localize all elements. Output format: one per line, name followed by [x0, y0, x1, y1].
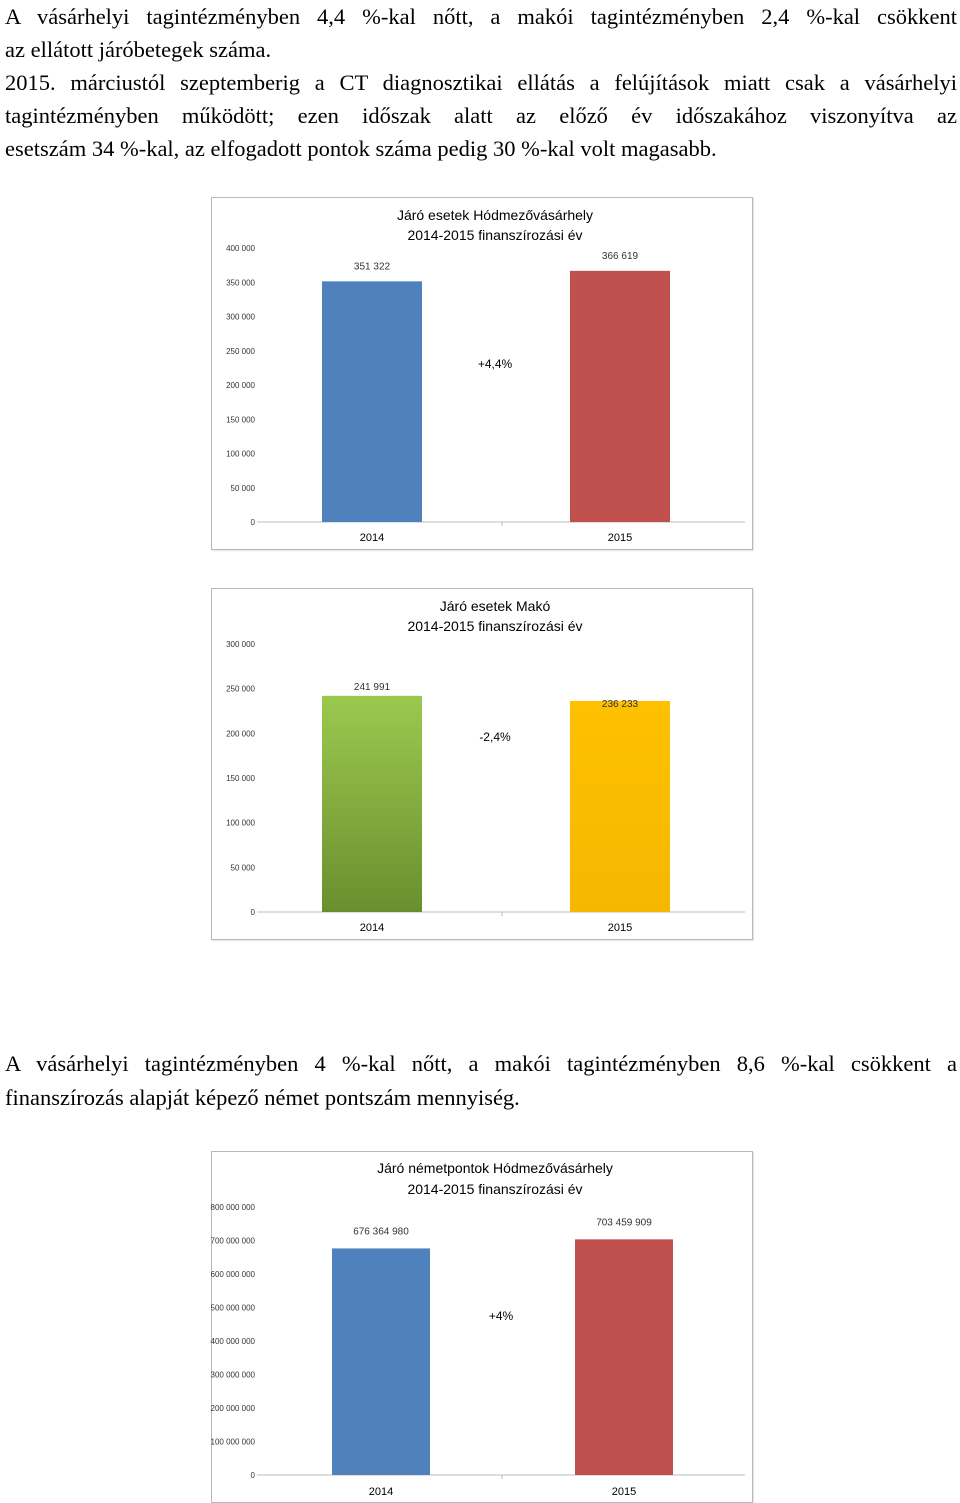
y-tick-label: 100 000	[226, 449, 255, 459]
paragraph-line-6: A vásárhelyi tagintézményben 4 %-kal nőtt, a makói tagintézményben 8,6 %-kal csökkent a	[5, 1051, 957, 1076]
bar-2015	[570, 271, 670, 522]
bar-value-label: 366 619	[601, 250, 639, 262]
bar-value-label: 241 991	[353, 681, 391, 693]
y-tick-label: 200 000	[226, 729, 255, 739]
category-label: 2014	[368, 1486, 394, 1498]
category-label: 2014	[359, 532, 385, 544]
chart-mako-cases	[211, 588, 753, 940]
y-tick-label: 0	[250, 518, 255, 527]
category-label: 2015	[607, 532, 633, 544]
chart-2-svg	[212, 1152, 752, 1502]
change-annotation: -2,4%	[479, 730, 511, 744]
chart-title-line: Járó németpontok Hódmezővásárhely	[377, 1160, 613, 1176]
y-tick-label: 100 000 000	[210, 1437, 255, 1447]
change-annotation: +4%	[488, 1309, 514, 1323]
y-tick-label: 300 000	[226, 312, 255, 322]
bar-2014	[322, 696, 422, 912]
bar-value-label: 351 322	[353, 261, 391, 273]
bar-2015	[575, 1239, 673, 1475]
bar-2015	[570, 698, 670, 912]
bar-2014	[332, 1248, 430, 1475]
paragraph-line-4: tagintézményben működött; ezen időszak alatt az előző év időszakához viszonyítva az	[5, 103, 957, 128]
paragraph-line-5: esetszám 34 %-kal, az elfogadott pontok száma pedig 30 %-kal volt magasabb.	[5, 136, 717, 161]
change-annotation: +4,4%	[477, 357, 513, 371]
y-tick-label: 400 000 000	[210, 1337, 255, 1346]
y-tick-label: 300 000	[226, 640, 255, 649]
chart-1-svg	[212, 589, 752, 939]
y-tick-label: 700 000 000	[210, 1236, 255, 1246]
y-tick-label: 150 000	[226, 774, 255, 783]
bar-value-label: 676 364 980	[353, 1226, 409, 1238]
paragraph-line-2: az ellátott járóbetegek száma.	[5, 37, 272, 62]
bar-value-label: 236 233	[601, 698, 639, 710]
paragraph-line-1: A vásárhelyi tagintézményben 4,4 %-kal nőtt, a makói tagintézményben 2,4 %-kal csökkent	[5, 4, 957, 29]
paragraph-line-7: finanszírozás alapját képező német pontszám mennyiség.	[5, 1085, 520, 1110]
chart-hodmezovasarhely-cases	[211, 197, 753, 550]
y-tick-label: 100 000	[226, 818, 255, 828]
y-tick-label: 800 000 000	[210, 1203, 255, 1212]
y-tick-label: 50 000	[230, 483, 255, 493]
chart-hodmezovasarhely-points	[211, 1151, 753, 1503]
bar-2014	[322, 281, 422, 522]
chart-0-svg	[212, 198, 752, 549]
y-tick-label: 250 000	[226, 684, 255, 694]
chart-title-line: 2014-2015 finanszírozási év	[407, 618, 583, 634]
y-tick-label: 50 000	[230, 863, 255, 873]
chart-title-line: Járó esetek Makó	[439, 598, 551, 614]
paragraph-line-3: 2015. márciustól szeptemberig a CT diagnosztikai ellátás a felújítások miatt csak a vásárhelyi	[5, 70, 957, 95]
bar-value-label: 703 459 909	[596, 1217, 652, 1229]
category-label: 2015	[611, 1486, 637, 1498]
y-tick-label: 150 000	[226, 415, 255, 425]
y-tick-label: 250 000	[226, 346, 255, 356]
y-tick-label: 600 000 000	[210, 1270, 255, 1279]
chart-title-line: 2014-2015 finanszírozási év	[407, 1181, 583, 1197]
y-tick-label: 0	[250, 908, 255, 917]
category-label: 2014	[359, 922, 385, 934]
chart-title-line: 2014-2015 finanszírozási év	[407, 227, 583, 243]
y-tick-label: 200 000 000	[210, 1404, 255, 1413]
y-tick-label: 200 000	[226, 381, 255, 390]
y-tick-label: 400 000	[226, 244, 255, 253]
chart-title-line: Járó esetek Hódmezővásárhely	[396, 207, 594, 223]
category-label: 2015	[607, 922, 633, 934]
y-tick-label: 300 000 000	[210, 1370, 255, 1380]
y-tick-label: 350 000	[226, 278, 255, 288]
y-tick-label: 0	[250, 1471, 255, 1480]
y-tick-label: 500 000 000	[210, 1303, 255, 1313]
